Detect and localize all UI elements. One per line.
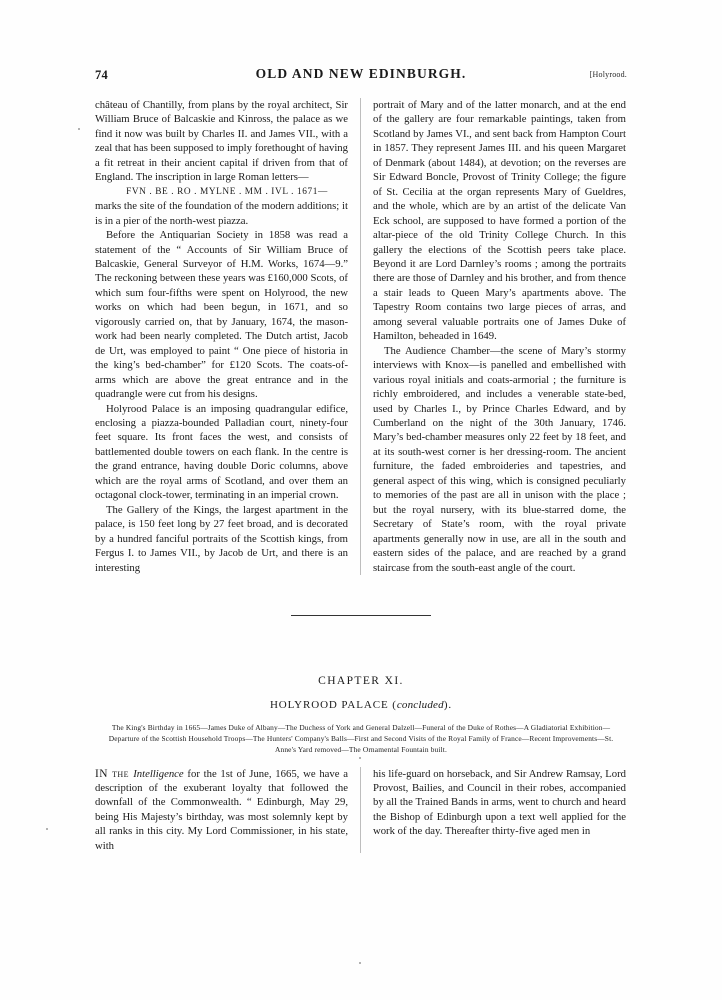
chapter-title-main: HOLYROOD PALACE ( (269, 698, 397, 711)
chapter-title (95, 699, 627, 711)
running-head (95, 66, 627, 88)
chapter-column-right (361, 767, 626, 854)
page-speck (78, 128, 80, 130)
stone-inscription: FVN . BE . RO . MYLNE . MM . IVL . 1671— (126, 186, 328, 197)
chapter-two-column-body (95, 767, 627, 854)
chapter-title-italic: concluded (396, 698, 444, 711)
chapter-column-left (95, 767, 361, 854)
periodical-name: Intelligence (133, 767, 184, 780)
column-right (361, 98, 626, 575)
column-left (95, 98, 361, 575)
chapter-title-close: ). (443, 698, 453, 711)
paragraph: château of Chantilly, from plans by the royal architect, Sir William Bruce of Balcaskie and Kinross, the palace as we find it now was built by Charles II. and James VII., with a zeal that has been supposed to imply forethought of having a fit retreat in their ancient capital if driven from that of England. The inscription in large Roman letters— (95, 99, 348, 184)
horizontal-rule (291, 615, 431, 616)
paragraph: marks the site of the foundation of the modern additions; it is in a pier of the north-west piazza. (95, 200, 348, 227)
page-speck (359, 962, 361, 964)
section-divider (95, 603, 627, 621)
paragraph: his life-guard on horseback, and Sir Andrew Ramsay, Lord Provost, Bailies, and Council in their robes, accompanied by all the Trained Bands in arms, went to church and heard the Bishop of Edinburgh upon a text well applied for the work of the day. Thereafter thirty-five aged men in (373, 767, 626, 838)
paragraph: Before the Antiquarian Society in 1858 was read a statement of the “ Accounts of Sir William Bruce of Balcaskie, General Surveyor of H.M. Works, 1674—9.” The reckoning between these years was £160,000 Scots, of which sum four-fifths were spent on Holyrood, the new works on which had been begun, in 1671, and so vigorously carried on, that by January, 1674, the mason-work had been nearly completed. The Dutch artist, Jacob de Urt, was employed to paint “ One piece of historia in the king’s bed-chamber” for £120 Scots. The coats-of-arms which are above the great entrance and in the quadrangle were cut from his designs. (95, 229, 348, 401)
paragraph-rest: for the 1st of June, 1665, we have a description of the exuberant loyalty that followed the downfall of the Commonwealth. “ Edinburgh, May 29, being His Majesty’s birthday, was most solemnly kept by all ranks in this city. My Lord Commissioner, in his state, with (95, 767, 348, 852)
opening-words: IN the (95, 767, 134, 780)
book-title: OLD AND NEW EDINBURGH. (255, 66, 467, 81)
paragraph: The Audience Chamber—the scene of Mary’s stormy interviews with Knox—is panelled and embellished with various royal initials and coats-armorial ; the furniture is richly embroidered, and includes a venerable state-bed, used by Charles I., by Prince Charles Edward, and by Cumberland on the night of the 30th January, 1746. Mary’s bed-chamber measures only 22 feet by 18 feet, and at its south-west corner is her dressing-room. The ancient furniture, the faded embroideries and tapestries, and general aspect of this wing, which is consigned peculiarly to memories of the past are all in unison with the place ; but the royal nursery, with its blue-starred dome, the Secretary of State’s room, with the royal private apartments generally now in use, are all in the south and eastern sides of the palace, and are reached by a grand staircase from the south-east angle of the court. (373, 344, 626, 574)
page-content (95, 66, 627, 853)
chapter-heading (95, 675, 627, 711)
paragraph (95, 767, 348, 854)
paragraph: The Gallery of the Kings, the largest apartment in the palace, is 150 feet long by 27 feet broad, and is decorated by a hundred fanciful portraits of the Scottish kings, from Fergus I. to James VII., by Jacob de Urt, and there is an interesting (95, 503, 348, 574)
two-column-body (95, 98, 627, 575)
page-speck (46, 828, 48, 830)
paragraph: Holyrood Palace is an imposing quadrangular edifice, enclosing a piazza-bounded Palladian court, ninety-four feet square. Its front faces the west, and consists of battlemented double towers on each flank. In the centre is the grand entrance, having double Doric columns, above which are the royal arms of Scotland, and over them an octagonal clock-tower, terminating in an imperial crown. (95, 402, 348, 502)
page-number: 74 (95, 68, 109, 82)
chapter-number: CHAPTER XI. (318, 674, 404, 687)
chapter-argument: The King's Birthday in 1665—James Duke of Albany—The Duchess of York and General Dalzell—Funeral of the Duke of Rothes—A Gladiatorial Exhibition—Departure of the Scottish Household Troops—The Hunters' Company's Balls—First and Second Visits of the Royal Family of France—Recent Improvements—St. Anne's Yard removed—The Ornamental Fountain built. (108, 722, 614, 755)
paragraph: portrait of Mary and of the latter monarch, and at the end of the gallery are four remarkable paintings, taken from Scotland by James VI., and sent back from Hampton Court in 1857. They represent James III. and his queen Margaret of Denmark (about 1484), at devotion; on the reverses are Sir Edward Boncle, Provost of Trinity College; the figure of St. Cecilia at the organ represents Mary of Gueldres, and the whole, which are by an artist of the delicate Van Eck school, are supposed to have formed a portion of the altar-piece of the old Trinity College Church. In this gallery the elections of the Scottish peers take place. Beyond it are Lord Darnley’s rooms ; among the portraits there are those of Darnley and his brother, and from thence a stair leads to Queen Mary’s apartments above. The Tapestry Room contains two large pieces of arras, and among several valuable portraits one of James Duke of Hamilton, beheaded in 1649. (373, 99, 626, 343)
section-marker: [Holyrood. (589, 70, 627, 79)
